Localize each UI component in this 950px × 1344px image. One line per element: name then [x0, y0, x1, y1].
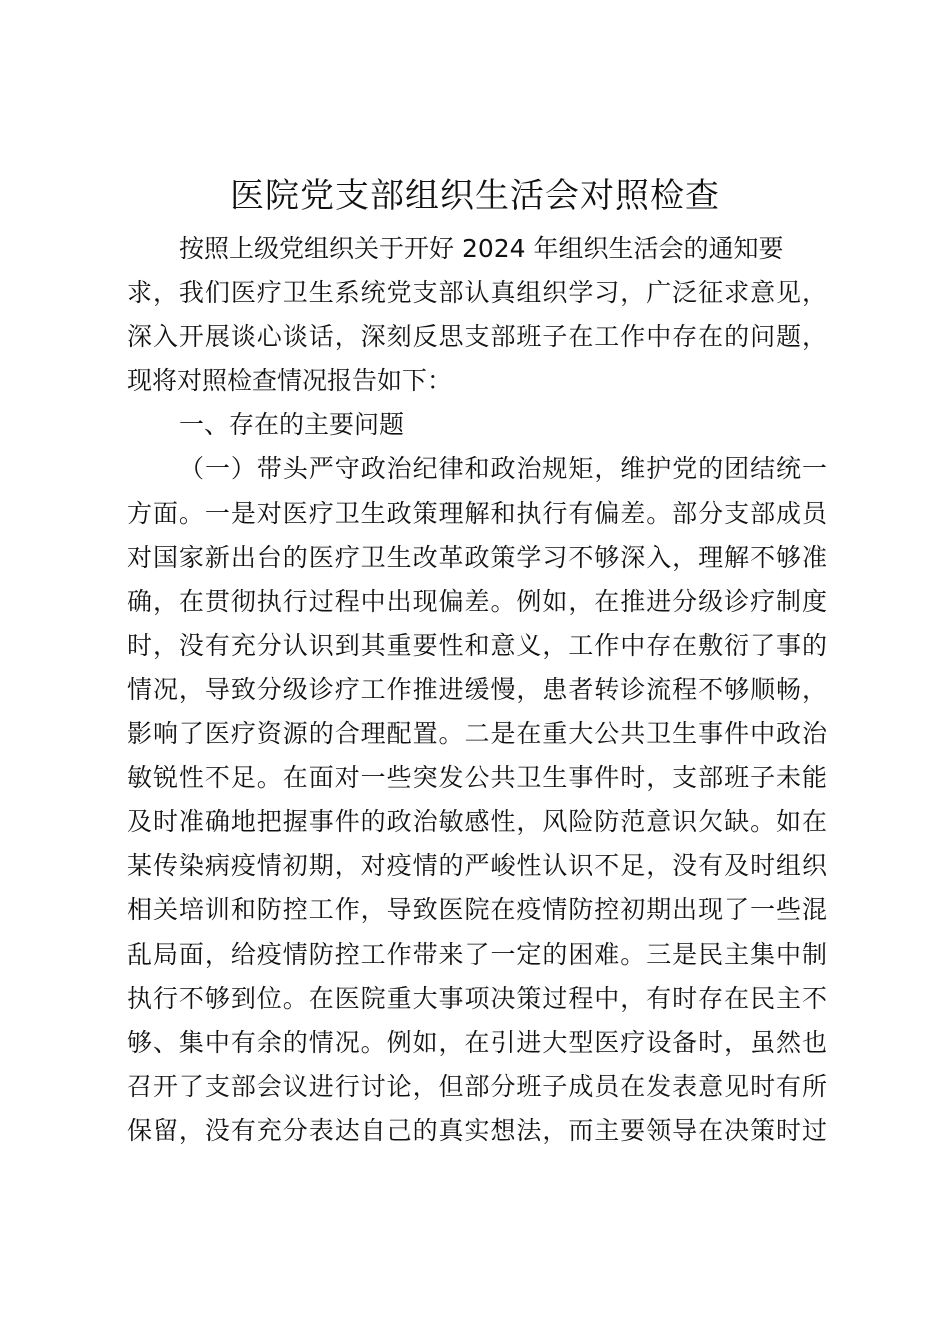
- paragraph-line: 确，在贯彻执行过程中出现偏差。例如，在推进分级诊疗制度: [127, 586, 827, 616]
- paragraph-line: 召开了支部会议进行讨论，但部分班子成员在发表意见时有所: [127, 1071, 827, 1101]
- paragraph-line: 敏锐性不足。在面对一些突发公共卫生事件时，支部班子未能: [127, 763, 827, 793]
- paragraph-line: 现将对照检查情况报告如下：: [127, 366, 453, 396]
- document-body: [127, 227, 827, 1153]
- section-heading: 一、存在的主要问题: [179, 410, 405, 440]
- paragraph-line: 时，没有充分认识到其重要性和意义，工作中存在敷衍了事的: [127, 630, 827, 660]
- paragraph-line: 够、集中有余的情况。例如，在引进大型医疗设备时，虽然也: [127, 1027, 827, 1057]
- paragraph-line: 保留，没有充分表达自己的真实想法，而主要领导在决策时过: [127, 1115, 827, 1145]
- paragraph-line: 乱局面，给疫情防控工作带来了一定的困难。三是民主集中制: [127, 939, 827, 969]
- paragraph-line: 方面。一是对医疗卫生政策理解和执行有偏差。部分支部成员: [127, 498, 827, 528]
- paragraph-line: 影响了医疗资源的合理配置。二是在重大公共卫生事件中政治: [127, 719, 827, 749]
- paragraph-line: 某传染病疫情初期，对疫情的严峻性认识不足，没有及时组织: [127, 851, 827, 881]
- paragraph-line: 执行不够到位。在医院重大事项决策过程中，有时存在民主不: [127, 983, 827, 1013]
- paragraph-line: 情况，导致分级诊疗工作推进缓慢，患者转诊流程不够顺畅，: [127, 674, 827, 704]
- paragraph-line: 深入开展谈心谈话，深刻反思支部班子在工作中存在的问题，: [127, 322, 827, 352]
- paragraph-line: （一）带头严守政治纪律和政治规矩，维护党的团结统一: [179, 454, 827, 484]
- paragraph-line: 相关培训和防控工作，导致医院在疫情防控初期出现了一些混: [127, 895, 827, 925]
- paragraph-line: 及时准确地把握事件的政治敏感性，风险防范意识欠缺。如在: [127, 807, 827, 837]
- document-title: 医院党支部组织生活会对照检查: [230, 176, 720, 216]
- paragraph-line: 对国家新出台的医疗卫生改革政策学习不够深入，理解不够准: [127, 542, 827, 572]
- paragraph-line: 求，我们医疗卫生系统党支部认真组织学习，广泛征求意见，: [127, 278, 827, 308]
- paragraph-line: 按照上级党组织关于开好 2024 年组织生活会的通知要: [179, 234, 784, 263]
